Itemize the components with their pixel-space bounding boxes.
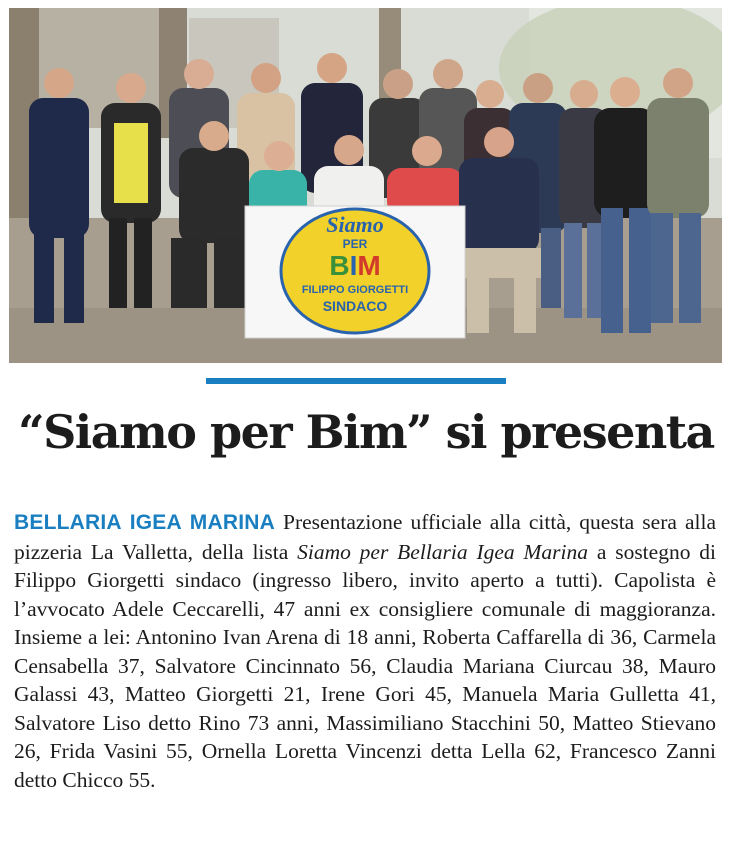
banner-m: M — [357, 250, 381, 281]
article-body — [14, 508, 716, 794]
article-text-2: a sostegno di Filippo Giorgetti sindaco (ingresso libero, invito aperto a tutti). Capolista è l’avvocato Adele Ceccarelli, 47 anni ex consigliere comunale di maggioranza. Insieme a lei: Antonino Ivan Arena di 18 anni, Roberta Caffarella di 36, Carmela Censabella 37, Salvatore Cincinnato 56, Claudia Mariana Ciurcau 38, Mauro Galassi 43, Matteo Giorgetti 21, Irene Gori 45, Manuela Maria Gulletta 41, Salvatore Liso detto Rino 73 anni, Massimiliano Stacchini 50, Matteo Stievano 26, Frida Vasini 55, Ornella Loretta Vincenzi detta Lella 62, Francesco Zanni detto Chicco 55. — [14, 539, 716, 792]
banner-per: PER — [342, 237, 368, 251]
banner-sindaco: SINDACO — [322, 298, 388, 314]
banner-candidate: FILIPPO GIORGETTI — [301, 284, 409, 296]
headline-accent-rule — [206, 378, 506, 384]
article-list-name: Siamo per Bellaria Igea Marina — [297, 539, 588, 564]
article-text-1: Presentazione ufficiale alla città, questa sera alla pizzeria La Valletta, della lista — [14, 510, 716, 564]
banner-i: I — [349, 250, 358, 281]
banner-bim — [255, 251, 455, 281]
banner-b: B — [329, 250, 350, 281]
banner-siamo: Siamo — [326, 212, 384, 237]
headline: “Siamo per Bim” si presenta — [18, 405, 714, 459]
kicker-location: BELLARIA IGEA MARINA — [14, 511, 275, 534]
campaign-banner — [255, 207, 455, 337]
